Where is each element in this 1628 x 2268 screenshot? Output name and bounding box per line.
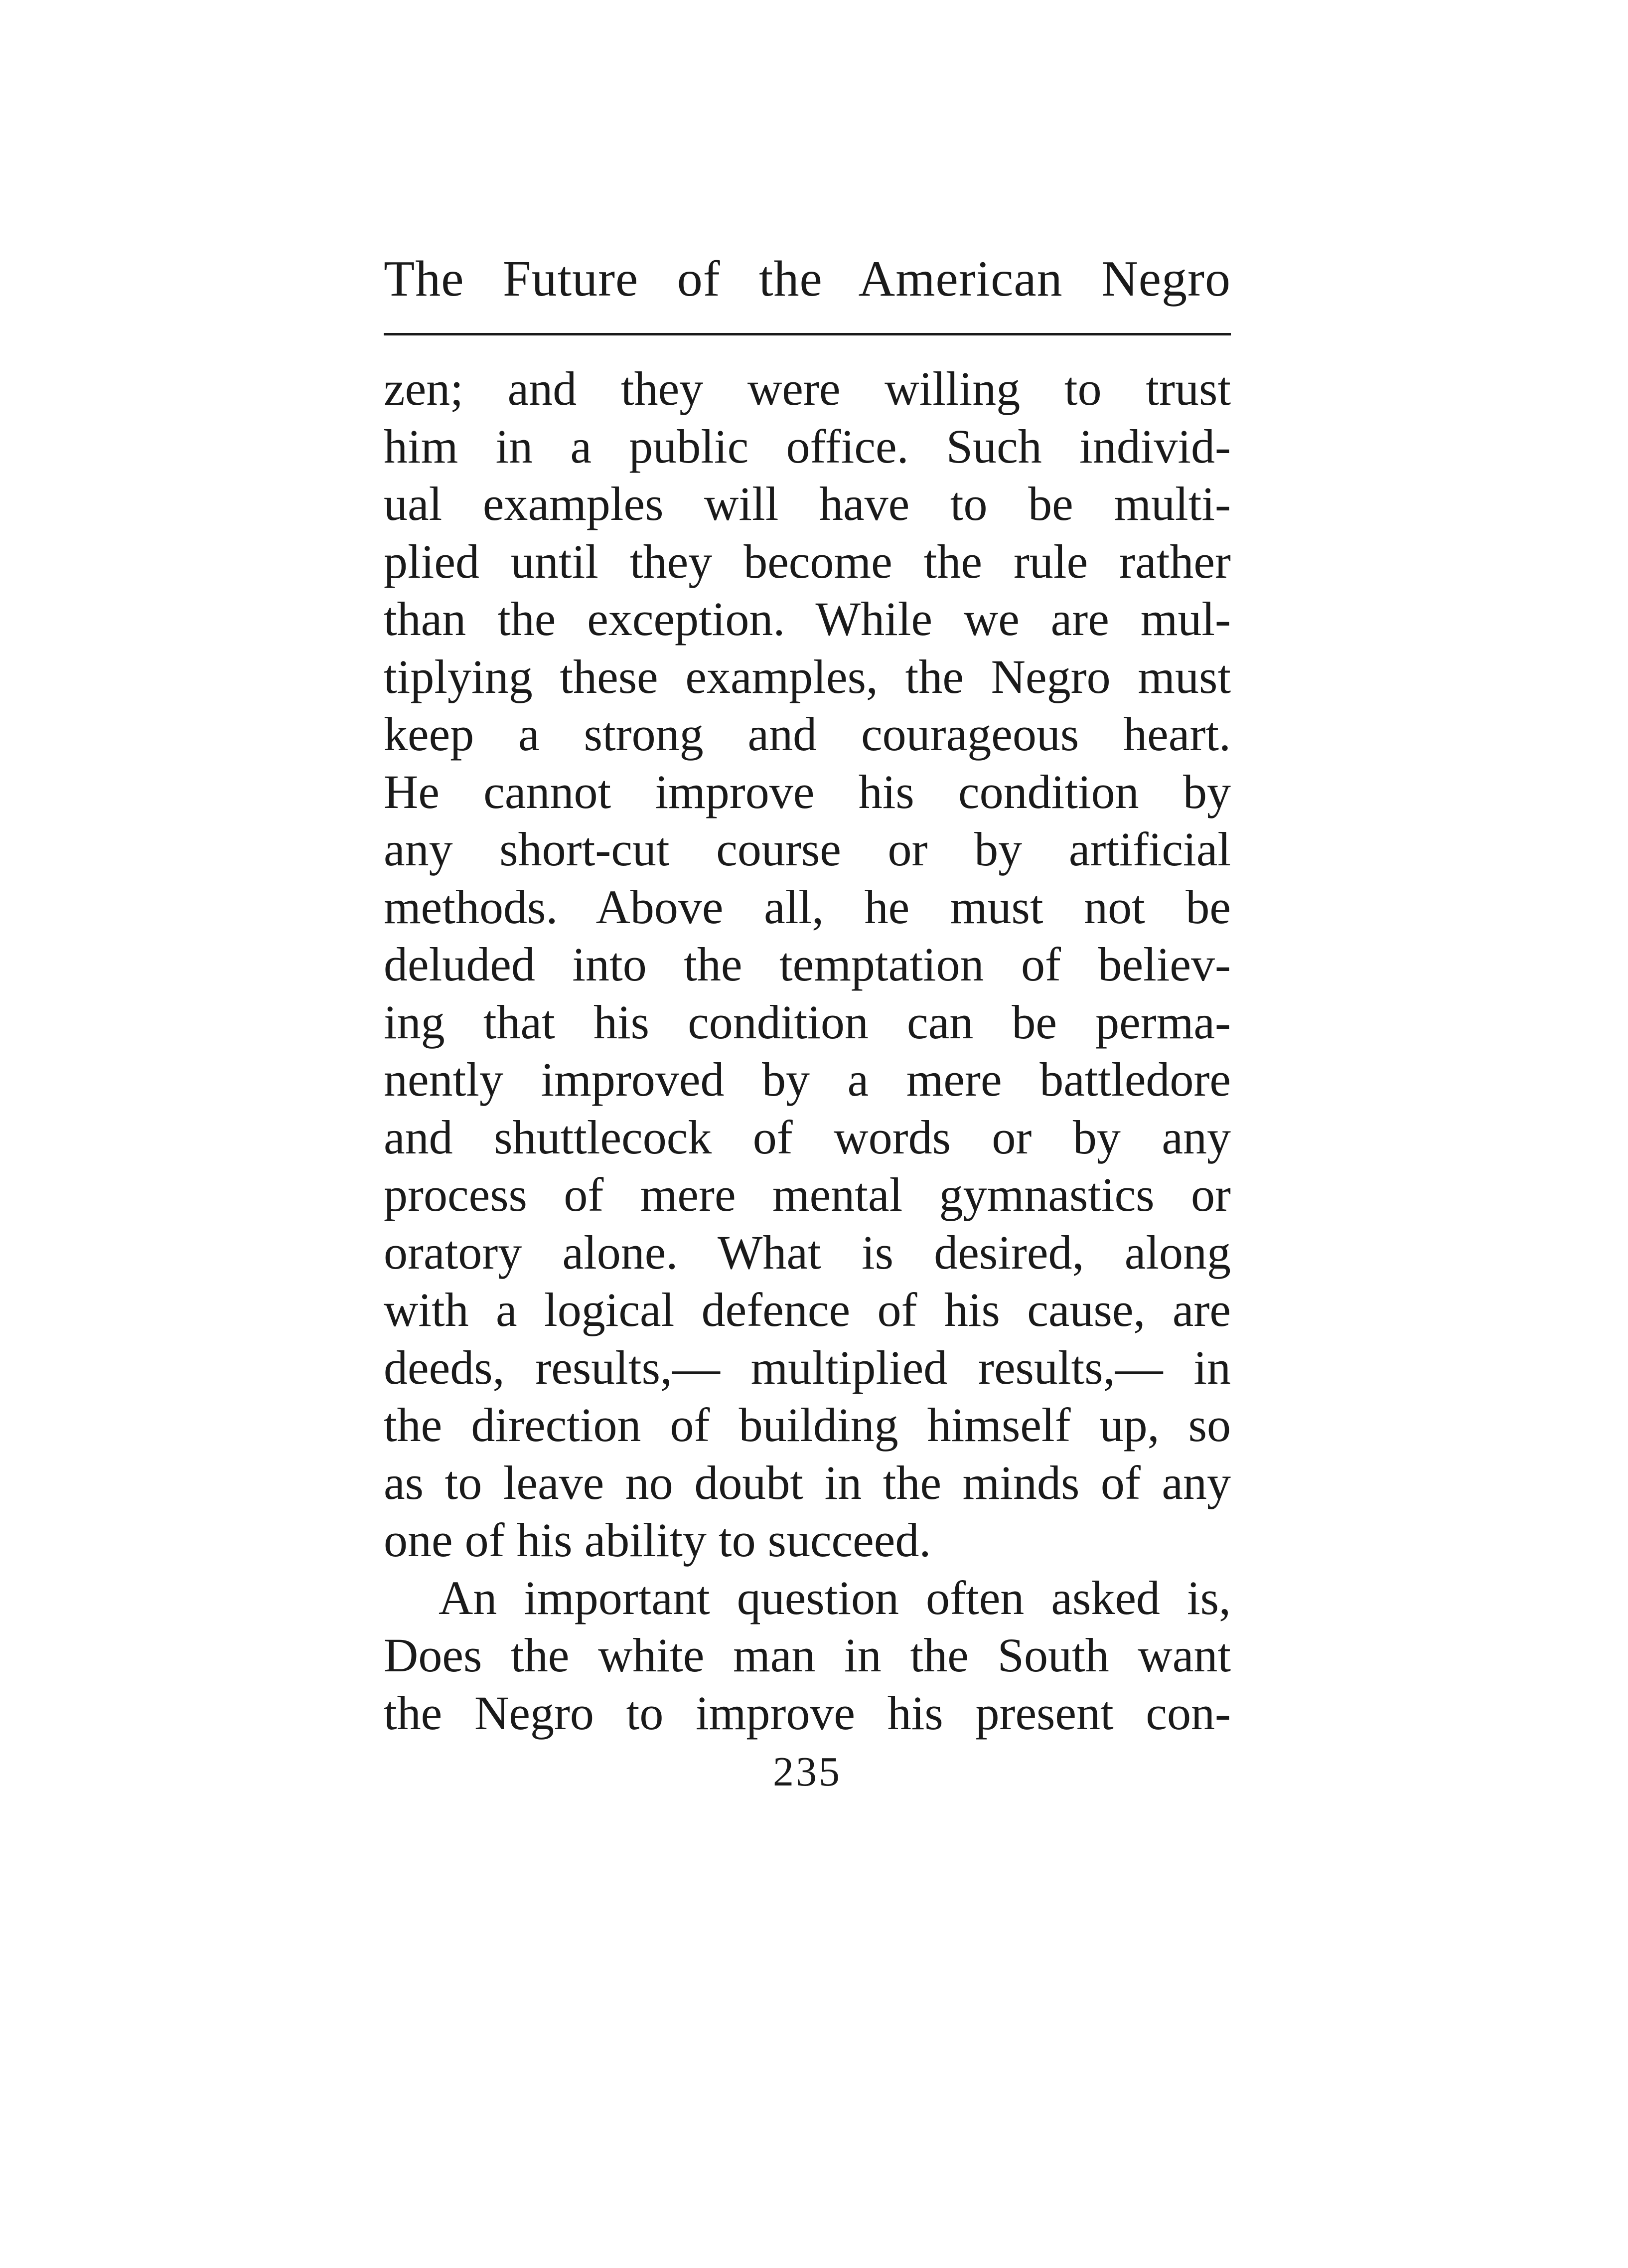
text-line: deluded into the temptation of believ- [384,938,1231,991]
header-rule [384,333,1231,335]
text-line: the direction of building himself up, so [384,1398,1231,1452]
page-number: 235 [773,1749,842,1795]
text-line: oratory alone. What is desired, along [384,1225,1231,1279]
text-line: and shuttlecock of words or by any [384,1110,1231,1164]
running-head: The Future of the American Negro [384,251,1231,307]
text-line: ing that his condition can be perma- [384,995,1231,1049]
text-line: He cannot improve his condition by [384,765,1231,818]
text-line: as to leave no doubt in the minds of any [384,1456,1231,1509]
text-line: ual examples will have to be multi- [384,477,1231,530]
text-line: Does the white man in the South want [384,1628,1231,1682]
text-line: than the exception. While we are mul- [384,592,1231,646]
text-line: keep a strong and courageous heart. [384,707,1231,761]
text-line: with a logical defence of his cause, are [384,1283,1231,1336]
body-text [384,360,1231,1742]
text-line: tiplying these examples, the Negro must [384,649,1231,703]
text-line: nently improved by a mere battledore [384,1053,1231,1106]
text-line: plied until they become the rule rather [384,534,1231,588]
text-line: zen; and they were willing to trust [384,362,1231,415]
text-line: any short-cut course or by artificial [384,822,1231,876]
text-line: the Negro to improve his present con- [384,1686,1231,1740]
text-line: process of mere mental gymnastics or [384,1168,1231,1221]
paragraph-start-line: An important question often asked is, [439,1571,1231,1624]
paragraph-end-line: one of his ability to succeed. [384,1513,931,1567]
text-line: him in a public office. Such individ- [384,419,1231,473]
text-line: deeds, results,— multiplied results,— in [384,1340,1231,1394]
text-line: methods. Above all, he must not be [384,880,1231,934]
